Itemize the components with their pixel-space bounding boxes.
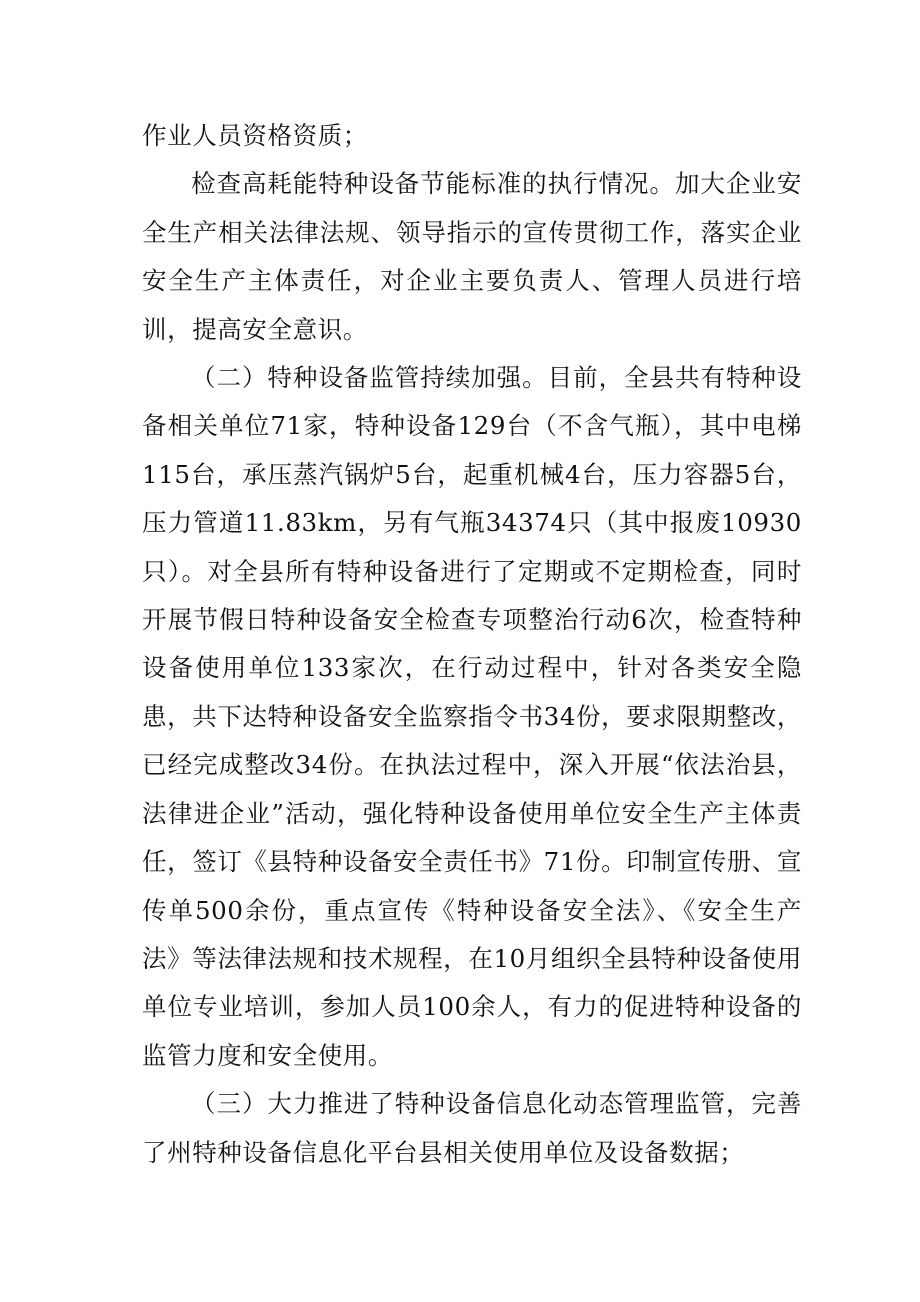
paragraph-supervision-strengthened: （二）特种设备监管持续加强。目前，全县共有特种设备相关单位71家，特种设备129台（不含气瓶），其中电梯115台，承压蒸汽锅炉5台，起重机械4台，压力容器5台，压力管道11.83km，另有气瓶34374只（其中报废10930只）。对全县所有特种设备进行了定期或不定期检查，同时开展节假日特种设备安全检查专项整治行动6次，检查特种设备使用单位133家次，在行动过程中，针对各类安全隐患，共下达特种设备安全监察指令书34份，要求限期整改，已经完成整改34份。在执法过程中，深入开展“依法治县，法律进企业”活动，强化特种设备使用单位安全生产主体责任，签订《县特种设备安全责任书》71份。印制宣传册、宣传单500余份，重点宣传《特种设备安全法》、《安全生产法》等法律法规和技术规程，在10月组织全县特种设备使用单位专业培训，参加人员100余人，有力的促进特种设备的监管力度和安全使用。 <box>142 363 802 1070</box>
document-body <box>142 112 802 1177</box>
paragraph-informatization: （三）大力推进了特种设备信息化动态管理监管，完善了州特种设备信息化平台县相关使用单位及设备数据； <box>142 1089 802 1167</box>
paragraph-energy-inspection: 检查高耗能特种设备节能标准的执行情况。加大企业安全生产相关法律法规、领导指示的宣传贯彻工作，落实企业安全生产主体责任，对企业主要负责人、管理人员进行培训，提高安全意识。 <box>142 169 802 344</box>
paragraph-continuation: 作业人员资格资质； <box>142 121 368 150</box>
